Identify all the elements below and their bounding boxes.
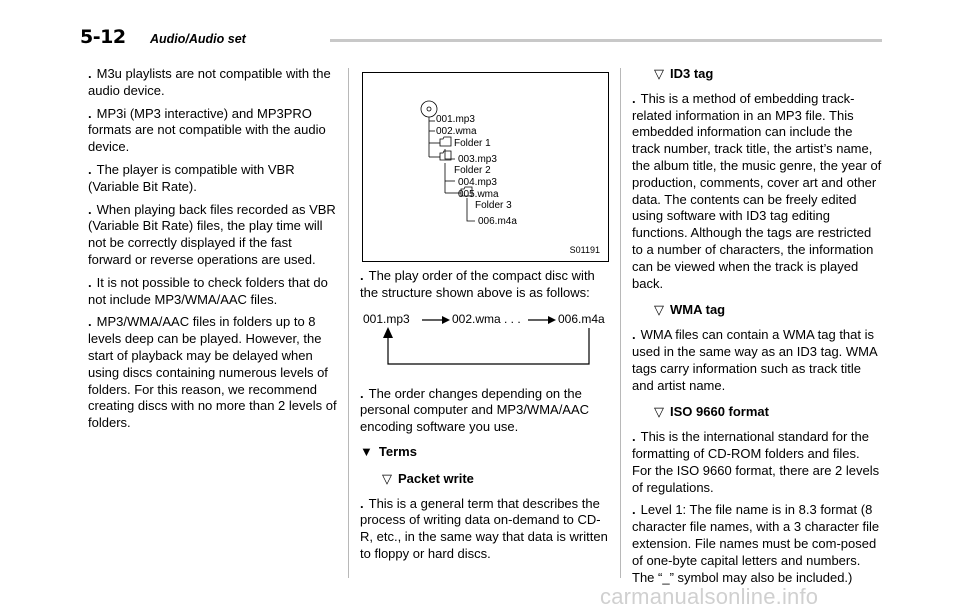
triangle-outline-icon: ▽ [382,470,392,486]
tree-label: 005.wma [458,189,499,200]
bullet-item: . M3u playlists are not compatible with the audio device. [88,66,331,98]
tree-label: Folder 1 [454,138,491,149]
column-divider-1 [348,68,349,578]
bullet-item: . The player is compatible with VBR (Variable Bit Rate). [88,161,295,194]
packet-write-heading: ▽ Packet write [382,470,474,486]
watermark: carmanualsonline.info [600,584,819,609]
folder-tree-figure [362,72,609,262]
terms-heading: ▼ Terms [360,443,417,459]
iso-heading: ▽ ISO 9660 format [654,404,769,420]
arrow-icon [383,327,393,338]
column-divider-2 [620,68,621,578]
triangle-outline-icon: ▽ [654,66,664,81]
bullet-item: . When playing back files recorded as VBR (Variable Bit Rate) files, the play time will not be correctly displayed if the fast forward or reverse operations are used. [88,201,336,267]
triangle-icon: ▼ [360,443,373,459]
bullet-item: . WMA files can contain a WMA tag that is used in the same way as an ID3 tag. WMA tags carry information such as track title and artist name. [632,327,877,393]
play-order-dots: . . . [504,311,521,326]
header-rule [330,39,882,42]
bullet-item: . MP3i (MP3 interactive) and MP3PRO formats are not compatible with the audio device. [88,105,326,155]
folder-tree-diagram [363,73,608,261]
bullet-item: . This is the international standard for the formatting of CD-ROM folders and files. For the ISO 9660 format, there are 2 levels of regulations. [632,429,880,495]
bullet-item: . This is a method of embedding track-related information in an MP3 file. This embedded information can include the track number, track title, the artist’s name, the album title, the music genre, the year of production, comments, cover art and other data. The contents can be freely edited using software with ID3 tag editing functions. Although the tags are restricted to a number of characters, the information can be viewed when the track is played back. [632,90,882,291]
wma-heading: ▽ WMA tag [654,302,726,318]
play-order-second: 002.wma [452,311,501,326]
column-1 [88,66,338,438]
tree-label: 004.mp3 [458,177,497,188]
section-title: Audio/Audio set [150,32,246,46]
play-order-last: 006.m4a [558,311,605,326]
tree-label: 006.m4a [478,216,517,227]
disc-icon [421,101,437,117]
play-order-first: 001.mp3 [363,311,410,326]
tree-label: 003.mp3 [458,154,497,165]
arrow-icon [442,316,450,324]
page-header [80,26,885,50]
column-3 [632,66,882,592]
folder-icon [440,137,451,146]
arrow-icon [548,316,556,324]
column-2 [360,268,610,569]
page-number: 5-12 [80,26,126,48]
tree-label: Folder 2 [454,165,491,176]
bullet-item: . The play order of the compact disc with the structure shown above is as follows: [360,268,595,300]
triangle-outline-icon: ▽ [654,404,664,420]
bullet-item: . This is a general term that describes the process of writing data on-demand to CD-R, etc., in the same way that data is written to floppy or hard discs. [360,495,608,561]
bullet-item: . The order changes depending on the personal computer and MP3/WMA/AAC encoding software you use. [360,385,590,435]
bullet-item: . It is not possible to check folders that do not include MP3/WMA/AAC files. [88,274,328,307]
play-order-diagram [360,308,610,376]
tree-label: Folder 3 [475,200,512,211]
id3-heading: ▽ ID3 tag [654,66,714,81]
triangle-outline-icon: ▽ [654,302,664,318]
tree-label: 001.mp3 [436,114,475,125]
bullet-item: . Level 1: The file name is in 8.3 format (8 character file names, with a 3 character file extension. File names must be com-posed of one-byte capital letters and numbers. The “_” symbol may also be included.) [632,502,880,585]
bullet-item: . MP3/WMA/AAC files in folders up to 8 levels deep can be played. However, the start of playback may be delayed when using discs containing numerous levels of folders. For this reason, we recommend creating discs with no more than 2 levels of folders. [88,314,337,431]
figure-code: S01191 [569,245,600,255]
tree-label: 002.wma [436,126,477,137]
